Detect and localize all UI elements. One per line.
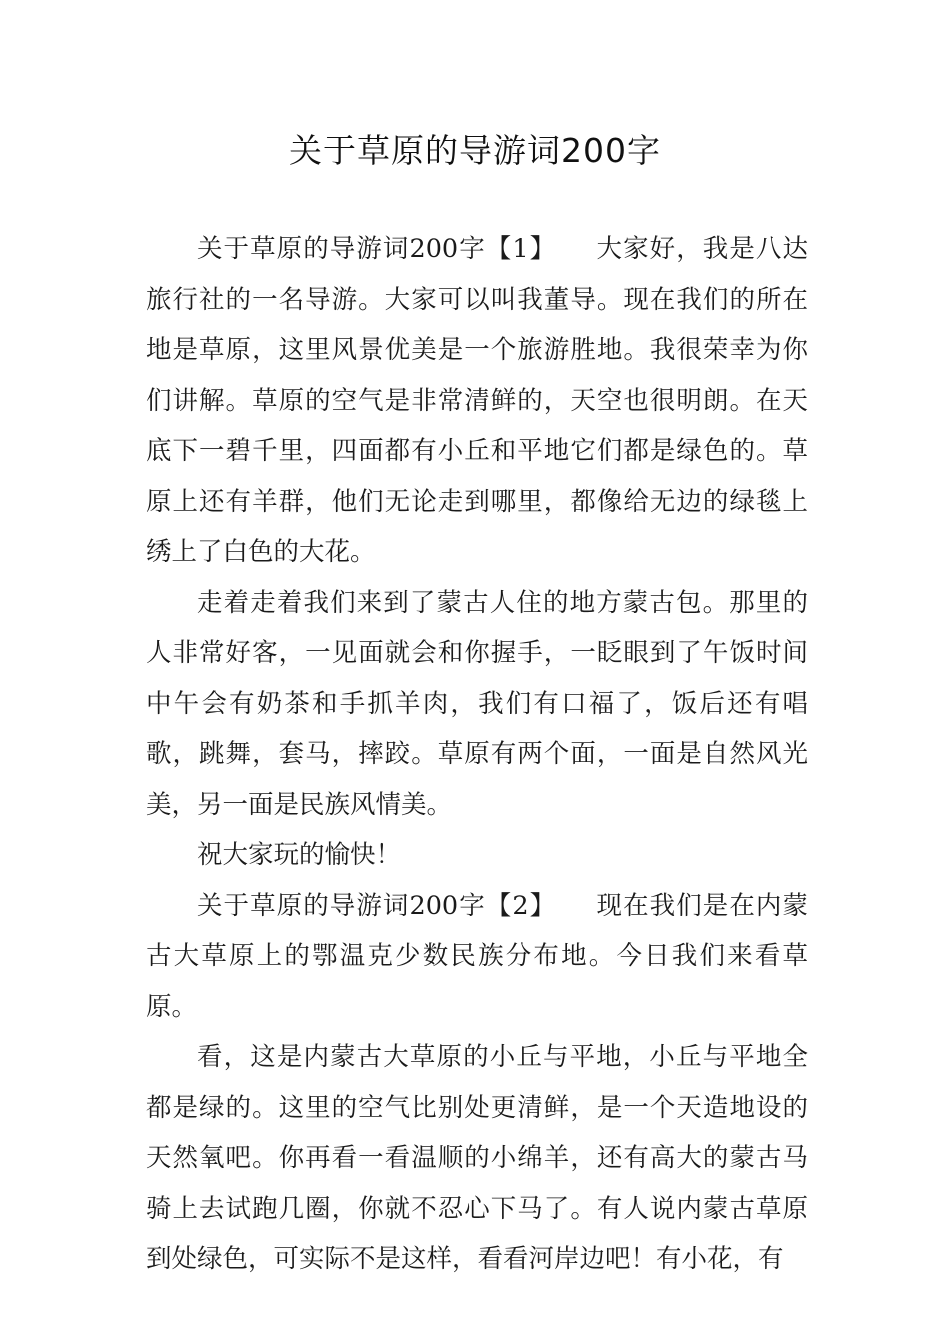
paragraph-3: 祝大家玩的愉快！	[197, 840, 402, 870]
paragraph-4: 关于草原的导游词200字【2】 现在我们是在内蒙古大草原上的鄂温克少数民族分布地。今日我们来看草原。	[146, 890, 808, 1022]
document-title: 关于草原的导游词200字	[289, 131, 661, 170]
document-body	[146, 224, 808, 1285]
paragraph-2: 走着走着我们来到了蒙古人住的地方蒙古包。那里的人非常好客，一见面就会和你握手，一眨眼到了午饭时间中午会有奶茶和手抓羊肉，我们有口福了，饭后还有唱歌，跳舞，套马，摔跤。草原有两个面，一面是自然风光美，另一面是民族风情美。	[146, 587, 808, 820]
paragraph-1: 关于草原的导游词200字【1】 大家好，我是八达旅行社的一名导游。大家可以叫我董导。现在我们的所在地是草原，这里风景优美是一个旅游胜地。我很荣幸为你们讲解。草原的空气是非常清鲜的，天空也很明朗。在天底下一碧千里，四面都有小丘和平地它们都是绿色的。草原上还有羊群，他们无论走到哪里，都像给无边的绿毯上绣上了白色的大花。	[146, 234, 808, 567]
paragraph-5: 看，这是内蒙古大草原的小丘与平地，小丘与平地全都是绿的。这里的空气比别处更清鲜，是一个天造地设的天然氧吧。你再看一看温顺的小绵羊，还有高大的蒙古马骑上去试跑几圈，你就不忍心下马了。有人说内蒙古草原到处绿色，可实际不是这样，看看河岸边吧！有小花，有	[146, 1042, 808, 1274]
